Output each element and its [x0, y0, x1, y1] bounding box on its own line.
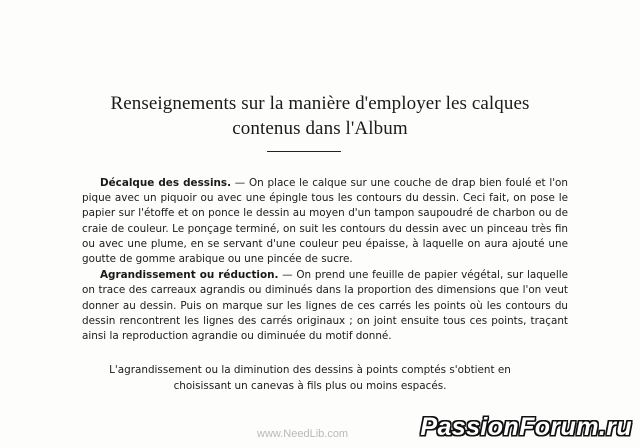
passionforum-watermark: PassionForum.ru: [420, 413, 632, 441]
closing-note-line-2: choisissant un canevas à fils plus ou moins espacés.: [173, 380, 447, 392]
closing-note: [90, 362, 530, 394]
section-decalque: [82, 176, 568, 267]
section-heading: Agrandissement ou réduction.: [100, 269, 279, 282]
title-divider: [267, 151, 341, 152]
closing-note-line-1: L'agrandissement ou la diminution des dessins à points comptés s'obtient en: [109, 364, 511, 376]
needlib-watermark: www.NeedLib.com: [257, 428, 349, 440]
document-title-line-1: Renseignements sur la manière d'employer les calques: [110, 93, 530, 114]
document-body: [82, 176, 568, 344]
section-heading: Décalque des dessins.: [100, 177, 232, 189]
section-text: — On place le calque sur une couche de drap bien foulé et l'on pique avec un piquoir ou avec une épingle tous les contours du dessin. Ceci fait, on pose le papier sur l'étoffe et on ponce le dessin au moyen d'un tampon saupoudré de charbon ou de craie de couleur. Le ponçage terminé, on suit les contours du dessin avec un pinceau très fin ou avec une plume, en se servant d'une couleur peu épaisse, à laquelle on aura ajouté une goutte de gomme arabique ou une pincée de sucre.: [82, 177, 568, 266]
section-agrandissement: [82, 268, 568, 344]
section-text: — On prend une feuille de papier végétal, sur laquelle on trace des carreaux agrandis ou diminués dans la proportion des dimensions que l'on veut donner au dessin. Puis on marque sur les lignes de ces carrés les points où les contours du dessin rencontrent les lignes des carrés originaux ; on joint ensuite tous ces points, traçant ainsi la reproduction agrandie ou diminuée du motif donné.: [82, 269, 568, 343]
document-title-line-2: contenus dans l'Album: [232, 118, 408, 139]
